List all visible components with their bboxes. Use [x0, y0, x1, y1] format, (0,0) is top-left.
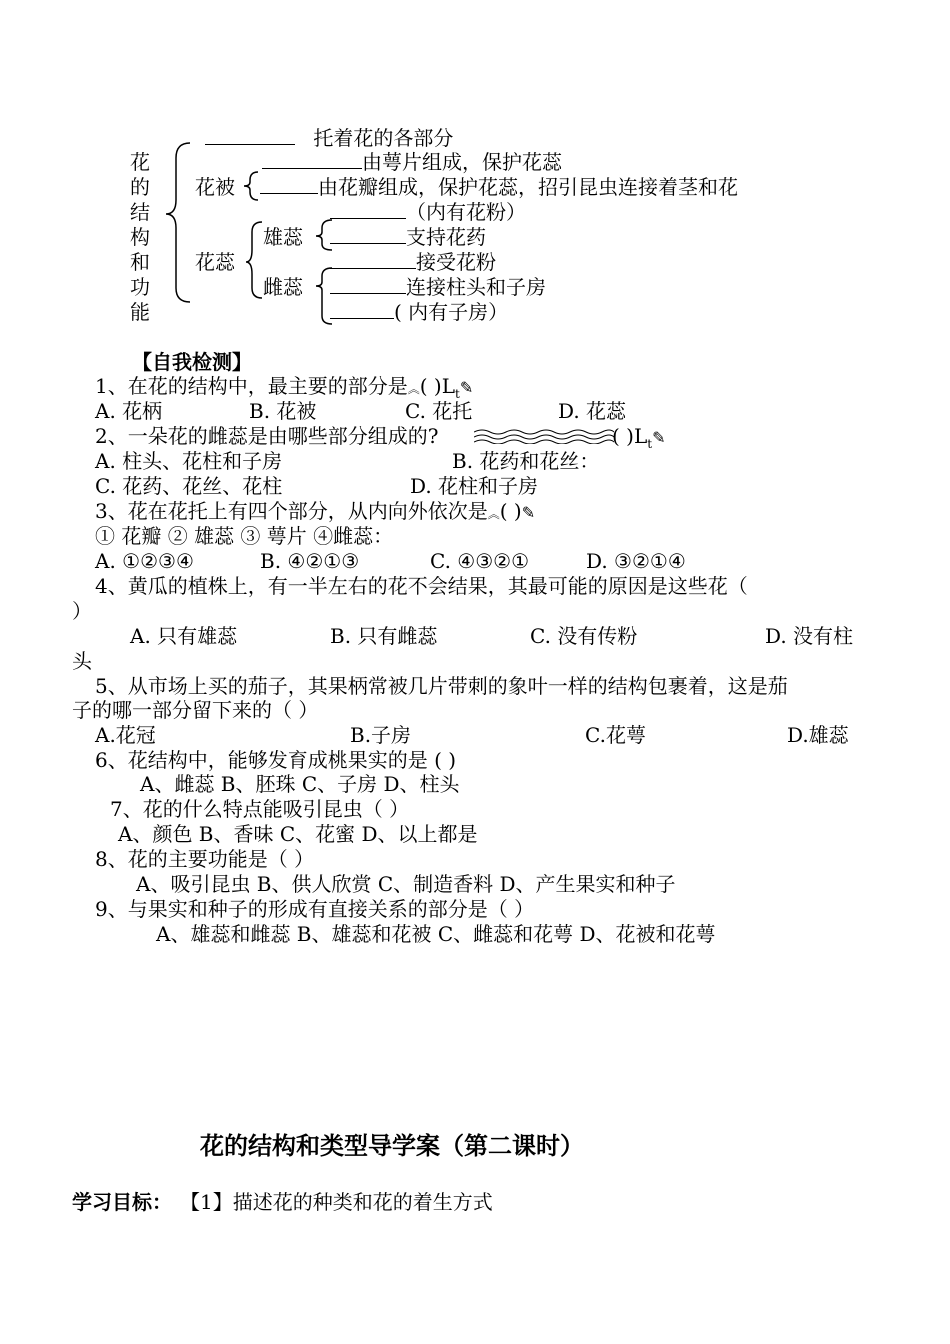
chevron-mark-icon: ︽: [407, 382, 420, 396]
q2-stem: 2、一朵花的雌蕊是由哪些部分组成的?: [95, 424, 439, 448]
quiz-heading: 【自我检测】: [132, 350, 252, 374]
root-char: 功: [130, 275, 150, 299]
receptacle-line: [205, 126, 453, 150]
blank[interactable]: [330, 300, 394, 319]
chevron-mark-icon: ︽: [487, 507, 500, 521]
q3-stem: 3、花在花托上有四个部分，从内向外依次是: [95, 499, 488, 523]
perianth-label: 花被: [195, 175, 235, 199]
swirl-icon: ✎: [652, 428, 666, 447]
q1-option-c[interactable]: C. 花托: [405, 399, 473, 423]
blank[interactable]: [260, 175, 318, 194]
q4-stem-cont[interactable]: ）: [72, 599, 92, 623]
q4-option-wrap: 头: [72, 649, 92, 673]
lt-mark: $L_t$: [633, 424, 653, 451]
main-brace: [166, 143, 190, 302]
q8-stem: 8、花的主要功能是（ ）: [95, 847, 315, 871]
q2-option-d[interactable]: D. 花柱和子房: [410, 474, 539, 498]
anther-line: [330, 200, 526, 224]
receptacle-desc: 托着花的各部分: [313, 126, 454, 150]
q5-option-b[interactable]: B.子房: [350, 723, 412, 747]
blank[interactable]: [330, 275, 406, 294]
q4-stem: 4、黄瓜的植株上，有一半左右的花不会结果，其最可能的原因是这些花（: [95, 574, 748, 598]
q2-stem-line: [95, 424, 438, 448]
q5-stem: 5、从市场上买的茄子，其果柄常被几片带刺的象叶一样的结构包裹着，这是茄: [95, 674, 788, 698]
blank[interactable]: [330, 200, 406, 219]
q2-paren-line: [612, 424, 665, 456]
pistil-label: 雌蕊: [263, 275, 303, 299]
petal-line: [260, 175, 738, 199]
q2-option-c[interactable]: C. 花药、花丝、花柱: [95, 474, 283, 498]
q3-option-b[interactable]: B. ④②①③: [260, 549, 360, 573]
q2-option-b[interactable]: B. 花药和花丝：: [452, 449, 600, 473]
swirl-icon: ✎: [521, 503, 536, 522]
q5-stem-cont: 子的哪一部分留下来的（ ）: [72, 698, 319, 722]
stigma-desc: 接受花粉: [416, 250, 496, 274]
lesson-title: 花的结构和类型导学案（第二课时）: [200, 1132, 584, 1160]
q4-option-b[interactable]: B. 只有雌蕊: [330, 624, 438, 648]
ovary-desc: ( 内有子房）: [394, 300, 509, 324]
q3-option-c[interactable]: C. ④③②①: [430, 549, 530, 573]
q9-stem: 9、与果实和种子的形成有直接关系的部分是（ ）: [95, 897, 535, 921]
q1-stem: 1、在花的结构中，最主要的部分是: [95, 374, 408, 398]
blank[interactable]: [262, 150, 362, 169]
q3-stem-line: [95, 499, 535, 526]
stamen-pistil-label: 花蕊: [195, 250, 235, 274]
q6-stem: 6、花结构中，能够发育成桃果实的是 ( ): [95, 748, 457, 772]
style-desc: 连接柱头和子房: [406, 275, 546, 299]
root-char: 和: [130, 250, 150, 274]
blank[interactable]: [205, 126, 295, 145]
q3-option-a[interactable]: A. ①②③④: [95, 549, 194, 573]
perianth-brace: [244, 172, 258, 200]
sepal-line: [262, 150, 562, 174]
root-char: 花: [130, 150, 150, 174]
q6-options[interactable]: A、雌蕊 B、胚珠 C、子房 D、柱头: [140, 772, 460, 796]
q8-options[interactable]: A、吸引昆虫 B、供人欣赏 C、制造香料 D、产生果实和种子: [136, 872, 676, 896]
lt-mark: $L_t$: [441, 374, 460, 401]
objectives-line: [72, 1190, 493, 1214]
q3-option-d[interactable]: D. ③②①④: [586, 549, 686, 573]
q1-option-b[interactable]: B. 花被: [249, 399, 317, 423]
root-char: 结: [130, 200, 150, 224]
q1-option-d[interactable]: D. 花蕊: [558, 399, 627, 423]
filament-line: [330, 225, 486, 249]
stigma-line: [330, 250, 496, 274]
style-line: [330, 275, 546, 299]
q3-items: ① 花瓣 ② 雄蕊 ③ 萼片 ④雌蕊：: [95, 524, 394, 548]
root-char: 能: [130, 300, 150, 324]
q3-paren[interactable]: ( ): [499, 499, 522, 523]
q5-option-a[interactable]: A.花冠: [95, 723, 156, 747]
filament-desc: 支持花药: [406, 225, 486, 249]
anther-desc: （内有花粉）: [406, 200, 526, 224]
root-char: 的: [130, 175, 150, 199]
stamen-label: 雄蕊: [263, 225, 303, 249]
q7-stem: 7、花的什么特点能吸引昆虫（ ）: [110, 797, 410, 821]
q4-option-d[interactable]: D. 没有柱: [765, 624, 854, 648]
objective-1: 【1】描述花的种类和花的着生方式: [190, 1190, 493, 1214]
swirl-icon: ✎: [459, 378, 474, 397]
blank[interactable]: [330, 225, 406, 244]
q1-option-a[interactable]: A. 花柄: [95, 399, 163, 423]
q4-option-c[interactable]: C. 没有传粉: [530, 624, 638, 648]
q2-option-a[interactable]: A. 柱头、花柱和子房: [95, 449, 283, 473]
petal-desc: 由花瓣组成，保护花蕊，招引昆虫连接着茎和花: [318, 175, 738, 199]
q7-options[interactable]: A、颜色 B、香味 C、花蜜 D、以上都是: [118, 822, 478, 846]
blank[interactable]: [330, 250, 416, 269]
q2-paren[interactable]: ( ): [612, 424, 634, 448]
root-char: 构: [130, 225, 150, 249]
q9-options[interactable]: A、雄蕊和雌蕊 B、雄蕊和花被 C、雌蕊和花萼 D、花被和花萼: [156, 922, 716, 946]
q1-paren[interactable]: ( ): [419, 374, 442, 398]
objectives-label: 学习目标：: [72, 1190, 172, 1214]
q4-option-a[interactable]: A. 只有雄蕊: [130, 624, 238, 648]
sepal-desc: 由萼片组成，保护花蕊: [362, 150, 562, 174]
q5-option-c[interactable]: C.花萼: [585, 723, 646, 747]
stamen-pistil-brace: [246, 222, 262, 298]
ovary-line: [330, 300, 508, 324]
wavy-underline-icon: [474, 428, 614, 444]
q5-option-d[interactable]: D.雄蕊: [787, 723, 849, 747]
